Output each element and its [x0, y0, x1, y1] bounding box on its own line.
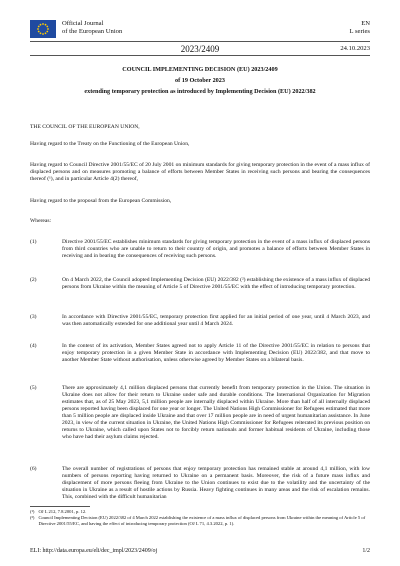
footnote-text: OJ L 212, 7.8.2001, p. 12.: [38, 509, 87, 514]
series-label: L series: [349, 28, 370, 35]
publication-date: 24.10.2023: [340, 45, 370, 52]
recital-number: (2): [30, 277, 37, 283]
language-code: EN: [361, 20, 370, 27]
recital-number: (4): [30, 343, 37, 349]
journal-line-1: Official Journal: [62, 20, 104, 27]
header-rule-bottom: [30, 55, 370, 56]
recital-number: (6): [30, 466, 37, 472]
title-line-3: extending temporary protection as introduced by Implementing Decision (EU) 2022/382: [84, 88, 316, 95]
footnote-text: Council Implementing Decision (EU) 2022/382 of 4 March 2022 establishing the existence of a mass influx of displaced persons from Ukraine within the meaning of Article 5 of Directive 2001/55/EC, and having the effect of introducing temporary protection (OJ L 71, 4.3.2022, p. 1).: [38, 514, 366, 526]
preamble-directive: Having regard to Council Directive 2001/55/EC of 20 July 2001 on minimum standards for giving temporary protection in the event of a mass influx of displaced persons and on measures promoting a balance of efforts between Member States in receiving such persons and bearing the consequences thereof (¹), and in particular Article 4(2) thereof,: [30, 162, 370, 182]
journal-name: [62, 20, 122, 36]
title-line-1: COUNCIL IMPLEMENTING DECISION (EU) 2023/2409: [122, 66, 278, 73]
title-line-2: of 19 October 2023: [175, 77, 225, 84]
recital-text: There are approximately 4,1 million displaced persons that currently benefit from temporary protection in the Union. The situation in Ukraine does not allow for their return to Ukraine under safe and durable conditions. The International Organization for Migration estimates that, as of 25 May 2023, 5,1 million people are internally displaced within Ukraine. More than half of all internally displaced persons reported having been displaced for one year or longer. The United Nations High Commissioner for Refugees estimated that more than 5 million people are displaced inside Ukraine and that over 17 million people are in need of urgent humanitarian assistance. In June 2023, in view of the current situation in Ukraine, the United Nations High Commissioner for Refugees reiterated its previous position on returns to Ukraine, which called upon States not to forcibly return nationals and former habitual residents of Ukraine, including those who have had their asylum claims rejected.: [62, 385, 370, 440]
eli-link[interactable]: [30, 548, 157, 554]
recital-text: In accordance with Directive 2001/55/EC, temporary protection first applied for an initial period of one year, until 4 March 2023, and was then automatically extended for one additional year until 4 March 2024.: [62, 314, 370, 327]
recital-text: In the context of its activation, Member States agreed not to apply Article 11 of the Directive 2001/55/EC in relation to persons that enjoy temporary protection in a given Member State in accordance with Implementing Decision (EU) 2022/382, and that move to another Member State without authorisation, unless otherwise agreed by Member States on a bilateral basis.: [62, 343, 370, 363]
footnote: [30, 515, 370, 527]
page-number: 1/2: [362, 548, 370, 554]
preamble-treaty: Having regard to the Treaty on the Functioning of the European Union,: [30, 141, 190, 147]
footnote-separator: [30, 506, 90, 507]
journal-line-2: of the European Union: [62, 28, 123, 35]
whereas-heading: Whereas:: [30, 218, 52, 224]
document-number: 2023/2409: [180, 44, 220, 54]
series-info: [350, 20, 370, 36]
recital-number: (3): [30, 314, 37, 320]
recital-number: (5): [30, 385, 37, 391]
recital-text: Directive 2001/55/EC establishes minimum standards for giving temporary protection in the event of a mass influx of displaced persons from third countries who are unable to return to their country of origin, and promotes a balance of efforts between Member States in receiving and in bearing the consequences of receiving such persons.: [62, 239, 370, 259]
footnote-number: (¹): [30, 509, 35, 514]
recital-number: (1): [30, 239, 37, 245]
recital-text: The overall number of registrations of persons that enjoy temporary protection has remained stable at around 4,1 million, with low numbers of persons reporting having returned to Ukraine on a permanent basis. Moreover, the risk of a future mass influx and displacement of more persons fleeing from Ukraine to the Union continues to exist due to the volatility and the uncertainty of the situation in Ukraine as a result of hostile actions by Russia. Heavy fighting continues in many areas and the risk of escalation remains. This, combined with the difficult humanitarian: [62, 466, 370, 500]
footnote-number: (²): [30, 514, 35, 520]
preamble-proposal: Having regard to the proposal from the European Commission,: [30, 198, 172, 204]
recital-text: On 4 March 2022, the Council adopted Implementing Decision (EU) 2022/382 (²) establishing the existence of a mass influx of displaced persons from Ukraine within the meaning of Article 5 of Directive 2001/55/EC with the effect of introducing temporary protection.: [62, 277, 370, 290]
header-rule-top: [30, 41, 370, 42]
document-title: [40, 64, 360, 97]
preamble-council: THE COUNCIL OF THE EUROPEAN UNION,: [30, 124, 140, 130]
eli-link-text[interactable]: ELI: http://data.europa.eu/eli/dec_impl/2023/2409/oj: [30, 548, 158, 554]
eu-flag-logo: [30, 20, 56, 38]
footnotes: [30, 509, 370, 526]
